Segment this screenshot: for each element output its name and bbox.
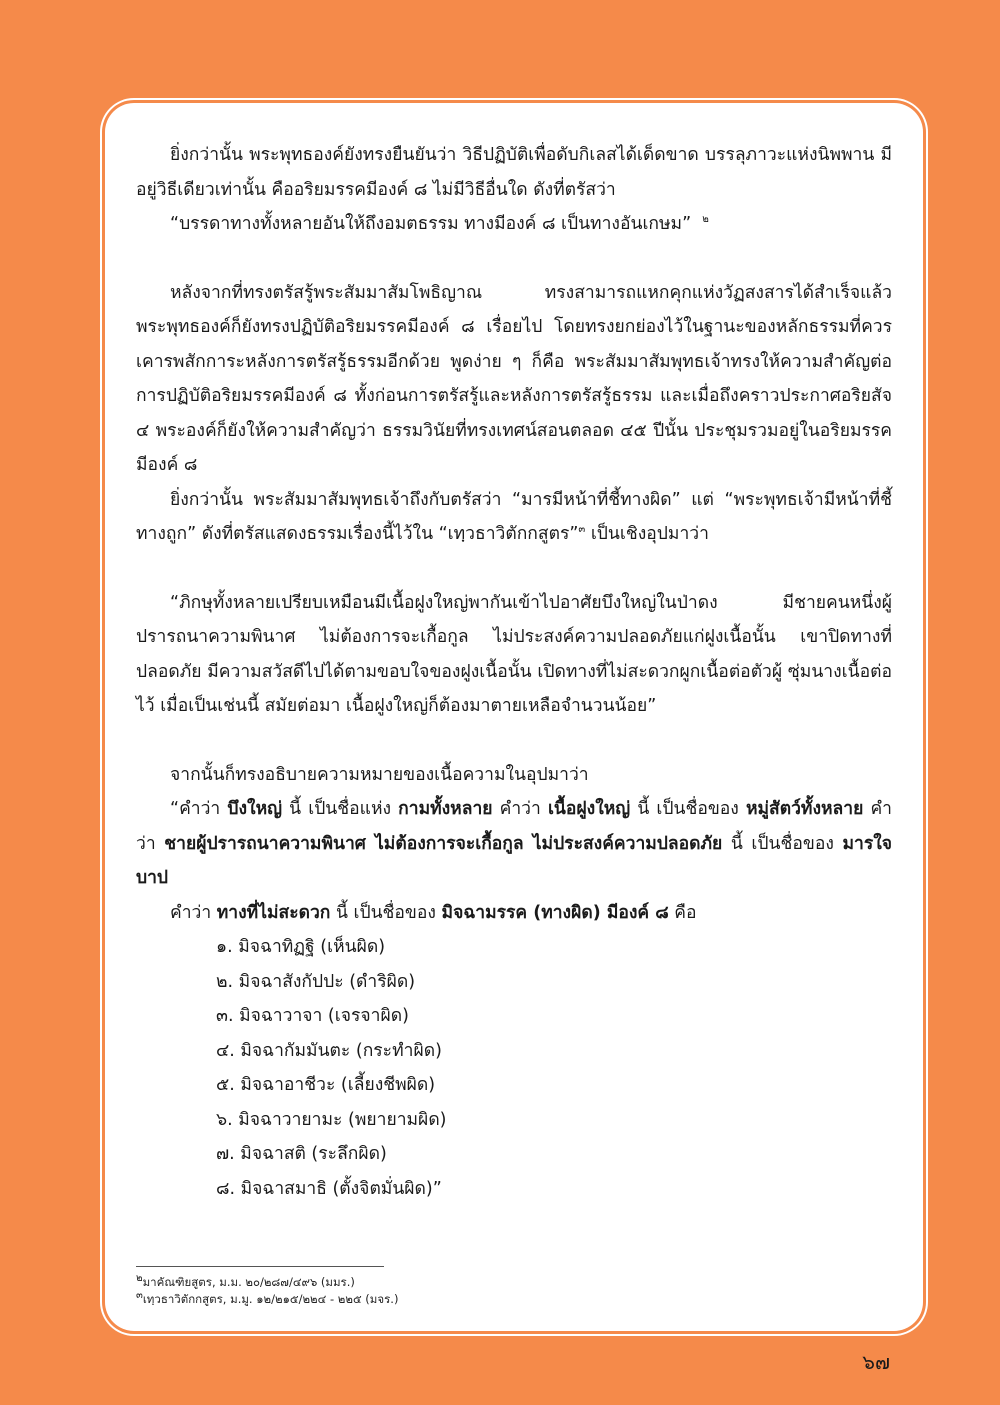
footnotes xyxy=(136,1274,836,1308)
footnote-ref-3: ๓ xyxy=(578,524,586,536)
footnote-2: $^๒$มาคัณฑิยสูตร, ม.ม. ๒๐/๒๘๗/๔๙๖ (มมร.) xyxy=(136,1273,355,1289)
list-item: ๑. มิจฉาทิฏฐิ (เห็นผิด) xyxy=(216,937,386,957)
quote-1 xyxy=(136,207,892,242)
list-item: ๗. มิจฉาสติ (ระลึกผิด) xyxy=(216,1144,387,1164)
paragraph-2: หลังจากที่ทรงตรัสรู้พระสัมมาสัมโพธิญาณ ทรงสามารถแหกคุกแห่งวัฏสงสารได้สำเร็จแล้ว พระพุทธองค์ก็ยังทรงปฏิบัติอริยมรรคมีองค์ ๘ เรื่อยไป โดยทรงยกย่องไว้ในฐานะของหลักธรรมที่ควรเคารพสักการะหลังการตรัสรู้ธรรมอีกด้วย พูดง่าย ๆ ก็คือ พระสัมมาสัมพุทธเจ้าทรงให้ความสำคัญต่อการปฏิบัติอริยมรรคมีองค์ ๘ ทั้งก่อนการตรัสรู้และหลังการตรัสรู้ธรรม และเมื่อถึงคราวประกาศอริยสัจ ๔ พระองค์ก็ยังให้ความสำคัญว่า ธรรมวินัยที่ทรงเทศน์สอนตลอด ๔๕ ปีนั้น ประชุมรวมอยู่ในอริยมรรคมีองค์ ๘ xyxy=(136,282,892,475)
paragraph-3: ยิ่งกว่านั้น พระสัมมาสัมพุทธเจ้าถึงกับตรัสว่า “มารมีหน้าที่ชี้ทางผิด” แต่ “พระพุทธเจ้ามีหน้าที่ชี้ทางถูก” ดังที่ตรัสแสดงธรรมเรื่องนี้ไว้ใน “เทฺวธาวิตักกสูตร”$^๓$ เป็นเชิงอุปมาว่า xyxy=(136,489,892,544)
body-text xyxy=(136,138,892,1206)
quote-parable: “ภิกษุทั้งหลายเปรียบเหมือนมีเนื้อฝูงใหญ่พากันเข้าไปอาศัยบึงใหญ่ในป่าดง มีชายคนหนึ่งผู้ปรารถนาความพินาศ ไม่ต้องการจะเกื้อกูล ไม่ประสงค์ความปลอดภัยแก่ฝูงเนื้อนั้น เขาปิดทางที่ปลอดภัย มีความสวัสดีไปได้ตามขอบใจของฝูงเนื้อนั้น เปิดทางที่ไม่สะดวกผูกเนื้อต่อตัวผู้ ซุ่มนางเนื้อต่อไว้ เมื่อเป็นเช่นนี้ สมัยต่อมา เนื้อฝูงใหญ่ก็ต้องมาตายเหลือจำนวนน้อย” xyxy=(136,592,892,716)
quote-1-text: “บรรดาทางทั้งหลายอันให้ถึงอมตธรรม ทางมีองค์ ๘ เป็นทางอันเกษม” xyxy=(170,214,692,234)
footnote-ref-2: ๒ xyxy=(702,214,709,226)
list-item: ๔. มิจฉากัมมันตะ (กระทำผิด) xyxy=(216,1040,442,1061)
paragraph-5: จากนั้นก็ทรงอธิบายความหมายของเนื้อความในอุปมาว่า xyxy=(170,764,589,785)
list-item: ๓. มิจฉาวาจา (เจรจาผิด) xyxy=(216,1006,409,1026)
list-item: ๒. มิจฉาสังกัปปะ (ดำริผิด) xyxy=(216,971,416,992)
paragraph-6: “คำว่า บึงใหญ่ นี้ เป็นชื่อแห่ง กามทั้งหลาย คำว่า เนื้อฝูงใหญ่ นี้ เป็นชื่อของ หมู่สัตว์ทั้งหลาย คำว่า ชายผู้ปรารถนาความพินาศ ไม่ต้องการจะเกื้อกูล ไม่ประสงค์ความปลอดภัย นี้ เป็นชื่อของ มารใจบาป xyxy=(136,799,893,888)
list-item: ๕. มิจฉาอาชีวะ (เลี้ยงชีพผิด) xyxy=(216,1075,436,1095)
wrong-path-list xyxy=(136,930,892,1206)
list-item: ๘. มิจฉาสมาธิ (ตั้งจิตมั่นผิด)” xyxy=(216,1178,442,1199)
footnote-divider xyxy=(136,1266,384,1267)
paragraph-7: คำว่า ทางที่ไม่สะดวก นี้ เป็นชื่อของ มิจฉามรรค (ทางผิด) มีองค์ ๘ คือ xyxy=(170,902,697,923)
paragraph-1: ยิ่งกว่านั้น พระพุทธองค์ยังทรงยืนยันว่า วิธีปฏิบัติเพื่อดับกิเลสได้เด็ดขาด บรรลุภาวะแห่งนิพพาน มีอยู่วิธีเดียวเท่านั้น คืออริยมรรคมีองค์ ๘ ไม่มีวิธีอื่นใด ดังที่ตรัสว่า xyxy=(136,145,892,200)
page-number: ๖๗ xyxy=(862,1350,890,1374)
list-item: ๖. มิจฉาวายามะ (พยายามผิด) xyxy=(216,1109,447,1130)
footnote-3: $^๓$เทฺวธาวิตักกสูตร, ม.มู. ๑๒/๒๑๕/๒๒๔ - ๒๒๕ (มจร.) xyxy=(136,1290,399,1306)
